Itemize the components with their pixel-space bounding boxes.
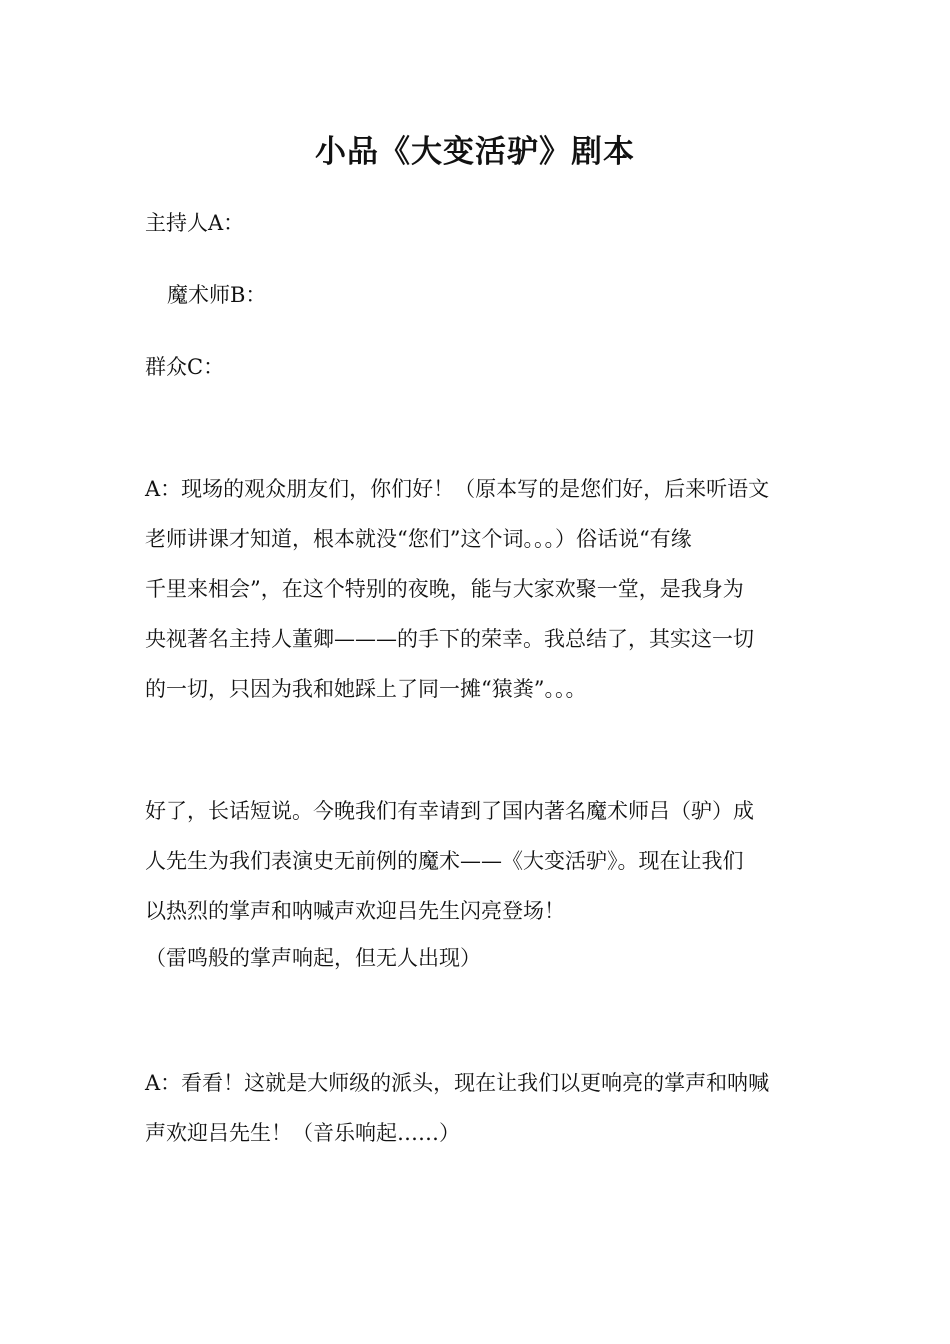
paragraph-1-line-3: 千里来相会”，在这个特别的夜晚，能与大家欢聚一堂，是我身为 [145, 577, 744, 601]
cast-magician: 魔术师B： [167, 283, 267, 307]
paragraph-1-line-5: 的一切，只因为我和她踩上了同一摊“猿粪”。。。 [145, 677, 587, 701]
paragraph-1-line-4: 央视著名主持人董卿———的手下的荣幸。我总结了，其实这一切 [145, 627, 754, 651]
paragraph-3-line-2: 声欢迎吕先生！（音乐响起……） [145, 1121, 460, 1145]
document-title: 小品《大变活驴》剧本 [315, 134, 635, 170]
paragraph-1-line-2: 老师讲课才知道，根本就没“您们”这个词。。。）俗话说“有缘 [145, 527, 692, 551]
cast-crowd: 群众C： [145, 355, 225, 379]
cast-host: 主持人A： [145, 211, 245, 235]
paragraph-2-line-1: 好了，长话短说。今晚我们有幸请到了国内著名魔术师吕（驴）成 [145, 799, 754, 823]
stage-direction: （雷鸣般的掌声响起，但无人出现） [145, 946, 481, 970]
paragraph-2-line-2: 人先生为我们表演史无前例的魔术——《大变活驴》。现在让我们 [145, 849, 744, 873]
paragraph-2-line-3: 以热烈的掌声和呐喊声欢迎吕先生闪亮登场！ [145, 899, 565, 923]
paragraph-1-line-1: A：现场的观众朋友们，你们好！（原本写的是您们好，后来听语文 [145, 477, 770, 501]
paragraph-3-line-1: A：看看！这就是大师级的派头，现在让我们以更响亮的掌声和呐喊 [145, 1071, 770, 1095]
